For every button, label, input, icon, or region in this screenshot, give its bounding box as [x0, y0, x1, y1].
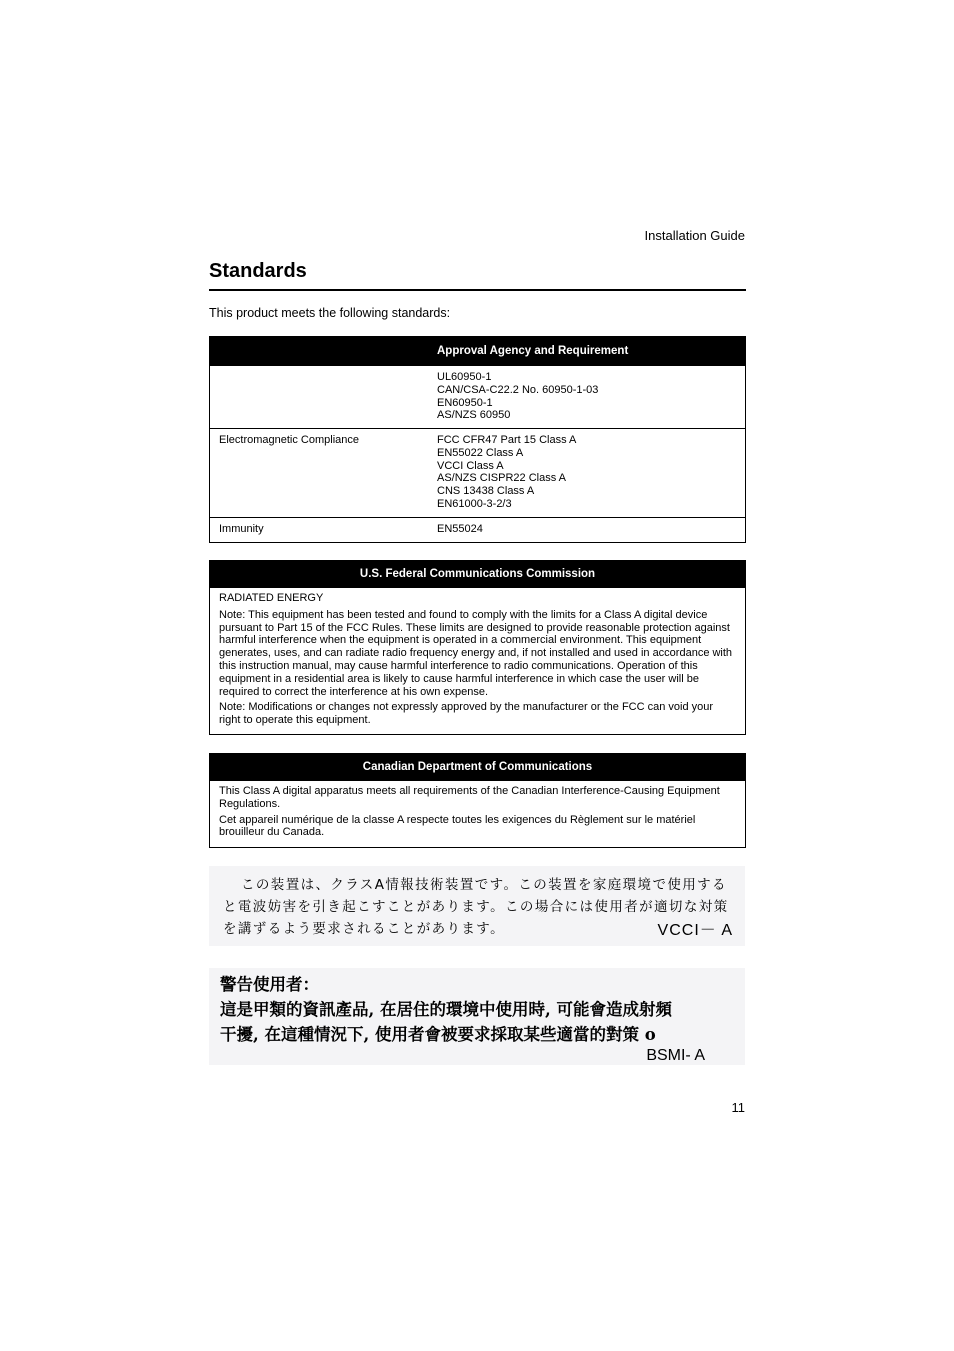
- canada-body: [210, 781, 745, 847]
- bsmi-notice: [209, 968, 745, 1065]
- list-item: AS/NZS 60950: [437, 409, 511, 422]
- table-header-row: [210, 337, 746, 366]
- column-header-requirement: Approval Agency and Requirement: [428, 337, 746, 366]
- running-header: Installation Guide: [644, 228, 745, 243]
- bsmi-line-2: 這是甲類的資訊產品, 在居住的環境中使用時, 可能會造成射頻: [220, 1000, 672, 1019]
- bsmi-mark: BSMI- A: [646, 1047, 705, 1064]
- canada-notice-box: [209, 753, 746, 848]
- vcci-text: [223, 874, 733, 940]
- list-item: CNS 13438 Class A: [437, 485, 535, 498]
- list-item: VCCI Class A: [437, 459, 504, 472]
- list-item: AS/NZS CISPR22 Class A: [437, 472, 566, 485]
- section-title: Standards: [209, 260, 307, 282]
- list-item: UL60950-1: [437, 371, 492, 383]
- vcci-line-3: を講ずるよう要求されることがあります。: [223, 921, 506, 937]
- title-rule: [209, 289, 746, 291]
- list-item: CAN/CSA-C22.2 No. 60950-1-03: [437, 383, 599, 396]
- intro-text: This product meets the following standards:: [209, 306, 451, 320]
- fcc-notice-box: [209, 560, 746, 735]
- column-header-category: [210, 337, 429, 366]
- canada-french-text: Cet appareil numérique de la classe A respecte toutes les exigences du Règlement sur le matériel brouilleur du Canada.: [219, 813, 696, 839]
- table-row: [210, 518, 746, 543]
- vcci-line-1: この装置は、クラスA情報技術装置です。この装置を家庭環境で使用する: [241, 877, 727, 893]
- table-row: [210, 366, 746, 429]
- fcc-body: [210, 588, 745, 735]
- list-item: EN61000-3-2/3: [437, 497, 512, 510]
- fcc-note-2: Note: Modifications or changes not expressly approved by the manufacturer or the FCC can void your right to operate this equipment.: [219, 701, 714, 727]
- vcci-mark: VCCI－ A: [657, 922, 733, 939]
- row-items: [428, 518, 746, 543]
- table-row: [210, 429, 746, 518]
- vcci-line-2: と電波妨害を引き起こすことがあります。この場合には使用者が適切な対策: [223, 899, 729, 915]
- row-items: [428, 366, 746, 429]
- list-item: EN55022 Class A: [437, 446, 524, 459]
- fcc-note-1: Note: This equipment has been tested and found to comply with the limits for a Class A digital device pursuant to Part 15 of the FCC Rules. These limits are designed to provide reasonable protection against harmful interference when the equipment is operated in a commercial environment. This equipment generates, uses, and can radiate radio frequency energy and, if not installed and used in accordance with this instruction manual, may cause harmful interference to radio communications. Operation of this equipment in a residential area is likely to cause harmful interference in which case the user will be required to correct the interference at his own expense.: [219, 608, 733, 698]
- list-item: EN55024: [437, 523, 483, 535]
- canada-english-text: This Class A digital apparatus meets all requirements of the Canadian Interference-Causing Equipment Regulations.: [219, 785, 720, 810]
- vcci-notice: [209, 866, 745, 946]
- fcc-subheading: RADIATED ENERGY: [219, 592, 324, 604]
- bsmi-text: [220, 972, 672, 1047]
- row-category: [210, 366, 429, 429]
- standards-table: [209, 336, 746, 543]
- list-item: EN60950-1: [437, 396, 493, 409]
- bsmi-line-3: 干擾, 在這種情況下, 使用者會被要求採取某些適當的對策 o: [220, 1025, 656, 1044]
- fcc-heading: U.S. Federal Communications Commission: [210, 561, 745, 588]
- list-item: FCC CFR47 Part 15 Class A: [437, 434, 577, 446]
- canada-heading: Canadian Department of Communications: [210, 754, 745, 781]
- row-category: Immunity: [210, 518, 429, 543]
- row-category: Electromagnetic Compliance: [210, 429, 429, 518]
- page-number: 11: [731, 1100, 745, 1115]
- row-items: [428, 429, 746, 518]
- bsmi-line-1: 警告使用者：: [220, 975, 319, 994]
